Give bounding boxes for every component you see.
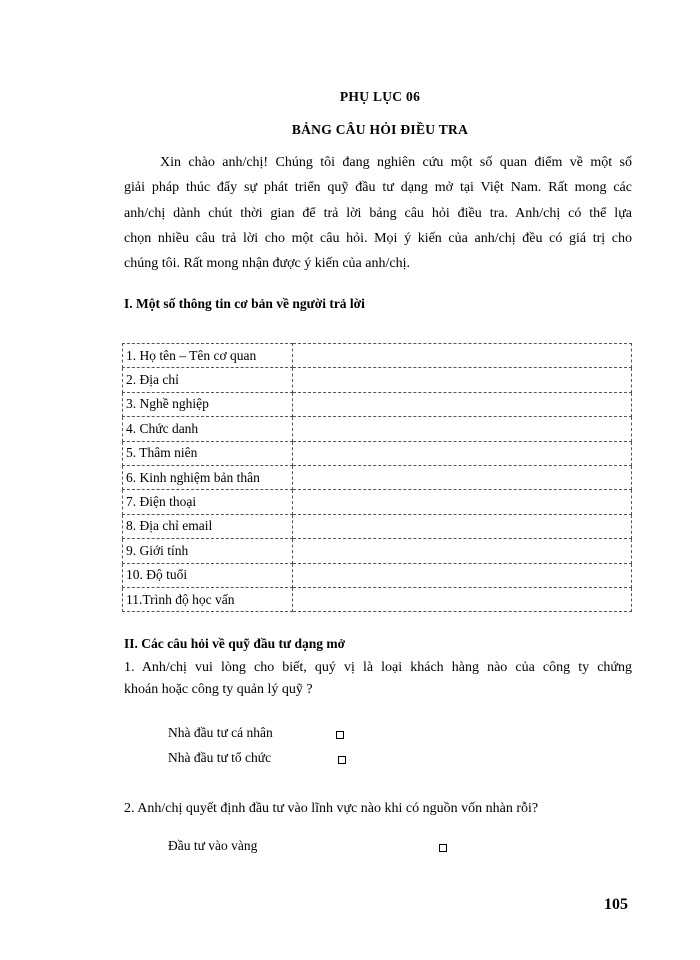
question-1 xyxy=(124,657,632,701)
field-label: 9. Giới tính xyxy=(123,539,293,563)
document-title: BẢNG CÂU HỎI ĐIỀU TRA xyxy=(291,122,469,137)
field-label: 4. Chức danh xyxy=(123,417,293,441)
field-answer-cell[interactable] xyxy=(293,441,632,465)
field-label: 1. Họ tên – Tên cơ quan xyxy=(123,344,293,368)
field-answer-cell[interactable] xyxy=(293,368,632,392)
field-label: 11.Trình độ học vấn xyxy=(123,587,293,611)
table-row xyxy=(123,490,632,514)
field-label: 10. Độ tuổi xyxy=(123,563,293,587)
table-row xyxy=(123,587,632,611)
intro-line: chúng tôi. Rất mong nhận được ý kiến của anh/chị. xyxy=(124,256,410,272)
option-label-institutional-investor: Nhà đầu tư tổ chức xyxy=(168,750,272,765)
table-row xyxy=(123,392,632,416)
field-label: 5. Thâm niên xyxy=(123,441,293,465)
intro-paragraph xyxy=(124,150,632,276)
field-label: 6. Kinh nghiệm bản thân xyxy=(123,465,293,489)
field-answer-cell[interactable] xyxy=(293,465,632,489)
field-answer-cell[interactable] xyxy=(293,344,632,368)
field-label: 7. Điện thoại xyxy=(123,490,293,514)
table-row xyxy=(123,563,632,587)
table-row xyxy=(123,417,632,441)
section-heading-questions: II. Các câu hỏi về quỹ đầu tư dạng mở xyxy=(124,636,346,651)
intro-line: Xin chào anh/chị! Chúng tôi đang nghiên cứu một số quan điểm về một số xyxy=(160,155,632,170)
table-row xyxy=(123,441,632,465)
table-row xyxy=(123,344,632,368)
option-label-gold-investment: Đầu tư vào vàng xyxy=(168,838,258,853)
respondent-info-table xyxy=(122,343,632,612)
field-answer-cell[interactable] xyxy=(293,587,632,611)
checkbox-institutional-investor[interactable] xyxy=(338,756,346,764)
intro-line: chọn nhiều câu trả lời cho một câu hỏi. Mọi ý kiến của anh/chị đều có giá trị cho xyxy=(124,230,632,246)
field-answer-cell[interactable] xyxy=(293,539,632,563)
field-label: 8. Địa chỉ email xyxy=(123,514,293,538)
table-row xyxy=(123,465,632,489)
field-label: 2. Địa chỉ xyxy=(123,368,293,392)
field-answer-cell[interactable] xyxy=(293,392,632,416)
field-answer-cell[interactable] xyxy=(293,514,632,538)
question-line: khoán hoặc công ty quản lý quỹ ? xyxy=(124,682,313,697)
question-2: 2. Anh/chị quyết định đầu tư vào lĩnh vực nào khi có nguồn vốn nhàn rỗi? xyxy=(124,801,539,816)
field-answer-cell[interactable] xyxy=(293,417,632,441)
page-number: 105 xyxy=(604,896,628,913)
question-line: 1. Anh/chị vui lòng cho biết, quý vị là loại khách hàng nào của công ty chứng xyxy=(124,660,632,675)
intro-line: giải pháp thúc đẩy sự phát triển quỹ đầu tư dạng mở tại Việt Nam. Rất mong các xyxy=(124,180,632,196)
field-answer-cell[interactable] xyxy=(293,563,632,587)
checkbox-gold-investment[interactable] xyxy=(439,844,447,852)
table-row xyxy=(123,368,632,392)
field-label: 3. Nghề nghiệp xyxy=(123,392,293,416)
checkbox-individual-investor[interactable] xyxy=(336,731,344,739)
field-answer-cell[interactable] xyxy=(293,490,632,514)
table-row xyxy=(123,514,632,538)
table-row xyxy=(123,539,632,563)
appendix-title: PHỤ LỤC 06 xyxy=(339,89,421,104)
option-label-individual-investor: Nhà đầu tư cá nhân xyxy=(168,725,273,740)
intro-line: anh/chị dành chút thời gian để trả lời bảng câu hỏi điều tra. Anh/chị có thể lựa xyxy=(124,205,632,221)
section-heading-respondent-info: I. Một số thông tin cơ bản về người trả lời xyxy=(124,296,365,311)
